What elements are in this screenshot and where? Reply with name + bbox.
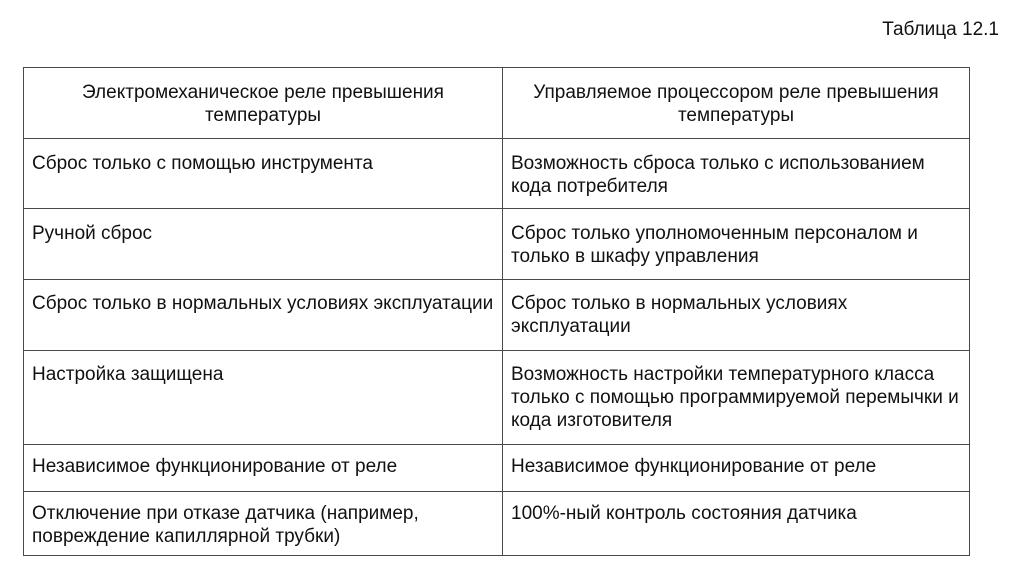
cell-electromechanical: Сброс только в нормальных условиях эксплуатации [24, 280, 503, 351]
table-caption: Таблица 12.1 [882, 19, 999, 40]
cell-electromechanical: Ручной сброс [24, 209, 503, 280]
header-row [24, 68, 970, 139]
cell-processor: 100%-ный контроль состояния датчика [503, 492, 970, 556]
header-electromechanical-relay: Электромеханическое реле превышения температуры [24, 68, 503, 139]
cell-processor: Сброс только уполномоченным персоналом и только в шкафу управления [503, 209, 970, 280]
table-row [24, 280, 970, 351]
comparison-table [23, 67, 970, 556]
cell-electromechanical: Сброс только с помощью инструмента [24, 139, 503, 209]
table-row [24, 139, 970, 209]
cell-processor: Независимое функционирование от реле [503, 445, 970, 492]
cell-electromechanical: Независимое функционирование от реле [24, 445, 503, 492]
header-processor-relay: Управляемое процессором реле превышения температуры [503, 68, 970, 139]
cell-electromechanical: Отключение при отказе датчика (например, повреждение капиллярной трубки) [24, 492, 503, 556]
cell-processor: Возможность сброса только с использованием кода потребителя [503, 139, 970, 209]
cell-electromechanical: Настройка защищена [24, 351, 503, 445]
table-row [24, 492, 970, 556]
cell-processor: Возможность настройки температурного класса только с помощью программируемой перемычки и кода изготовителя [503, 351, 970, 445]
table-row [24, 209, 970, 280]
cell-processor: Сброс только в нормальных условиях эксплуатации [503, 280, 970, 351]
table-row [24, 445, 970, 492]
table-row [24, 351, 970, 445]
